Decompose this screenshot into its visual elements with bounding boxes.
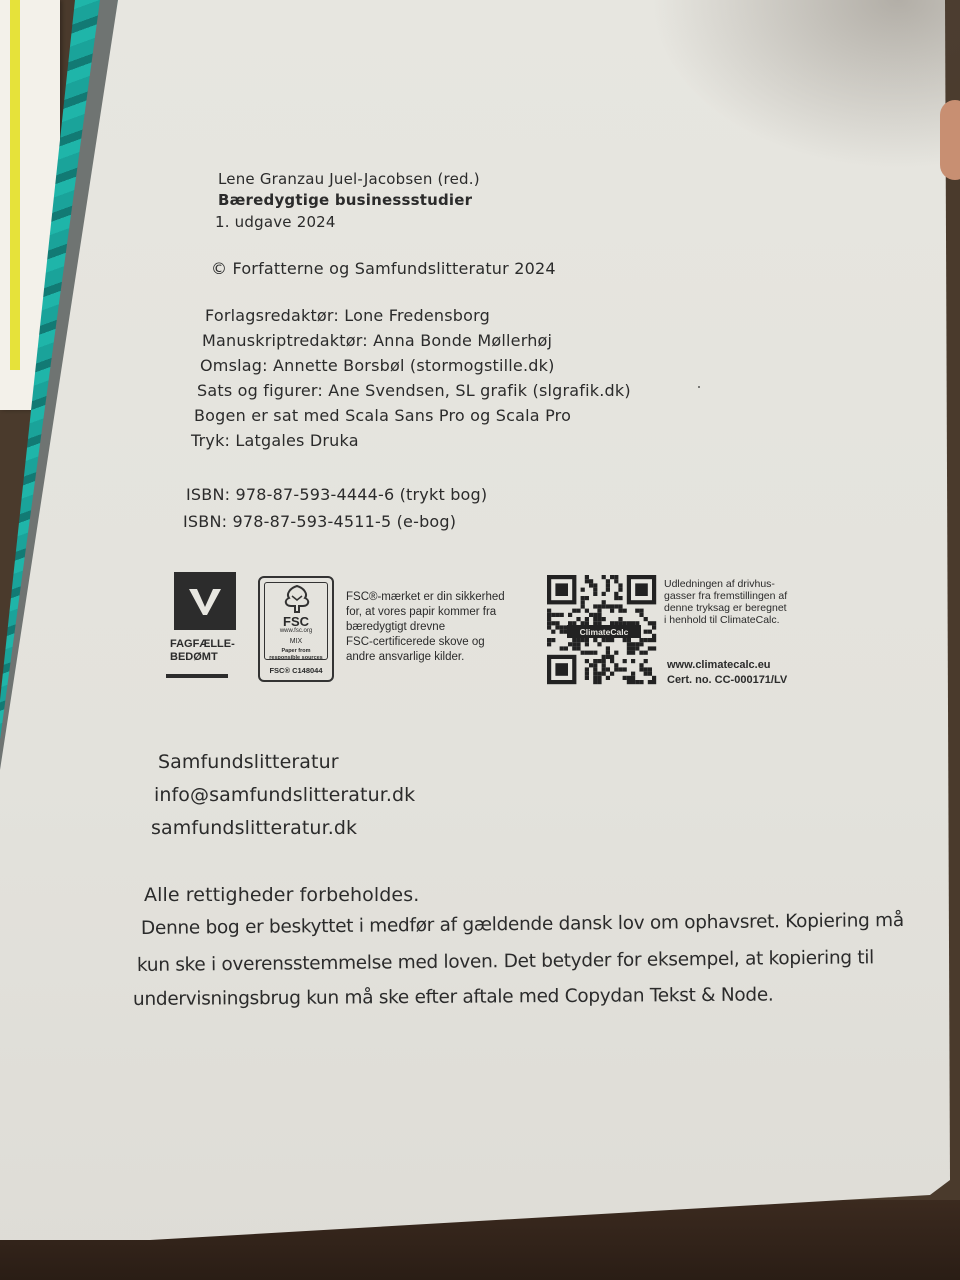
rights-text-line: undervisningsbrug kun må ske efter aftale med Copydan Tekst & Node. <box>132 984 774 1010</box>
climatecalc-cert: Cert. no. CC-000171/LV <box>667 674 788 686</box>
fsc-site: www.fsc.org <box>279 628 313 634</box>
publisher-website[interactable]: samfundslitteratur.dk <box>151 817 358 839</box>
hand-shadow <box>650 0 960 170</box>
fsc-paper: Paper from <box>281 648 311 654</box>
credit-line: Omslag: Annette Borsbøl (stormogstille.dk) <box>200 356 555 375</box>
book-edition: 1. udgave 2024 <box>215 213 336 231</box>
climatecalc-qr-code[interactable] <box>547 575 661 685</box>
fsc-description: FSC®-mærket er din sikkerhed for, at vores papir kommer fra bæredygtigt drevne FSC-certificerede skove og andre ansvarlige kilder. <box>346 591 505 663</box>
rights-text-line: Denne bog er beskyttet i medfør af gældende dansk lov om ophavsret. Kopiering må <box>140 910 904 939</box>
credit-line: Bogen er sat med Scala Sans Pro og Scala Pro <box>194 406 572 425</box>
credit-line: Tryk: Latgales Druka <box>191 431 359 450</box>
fsc-sources: responsible sources <box>269 655 323 661</box>
isbn-print: ISBN: 978-87-593-4444-6 (trykt bog) <box>186 485 488 504</box>
credit-line: Manuskriptredaktør: Anna Bonde Møllerhøj <box>202 331 553 350</box>
climatecalc-info <box>667 658 787 688</box>
credit-line: Forlagsredaktør: Lone Fredensborg <box>205 306 490 325</box>
finger <box>940 100 960 180</box>
book-title: Bæredygtige businessstudier <box>218 191 473 209</box>
rights-text-line: kun ske i overensstemmelse med loven. Det betyder for eksempel, at kopiering til <box>136 947 875 976</box>
fsc-mix: MIX <box>289 638 303 645</box>
climatecalc-url[interactable]: www.climatecalc.eu <box>667 659 771 671</box>
publisher-email[interactable]: info@samfundslitteratur.dk <box>154 784 416 806</box>
book-author: Lene Granzau Juel-Jacobsen (red.) <box>218 170 480 188</box>
tree-icon <box>280 584 314 618</box>
climatecalc-badge: ClimateCalc <box>579 627 629 637</box>
stacked-book-edge <box>10 0 20 370</box>
credit-line: Sats og figurer: Ane Svendsen, SL grafik (slgrafik.dk) <box>197 381 631 400</box>
fsc-logo <box>258 576 334 682</box>
checkmark-icon <box>174 572 236 630</box>
copyright-line: © Forfatterne og Samfundslitteratur 2024 <box>211 259 556 278</box>
rights-heading: Alle rettigheder forbeholdes. <box>144 884 420 906</box>
isbn-ebook: ISBN: 978-87-593-4511-5 (e-bog) <box>183 512 457 531</box>
peer-review-logo <box>166 572 236 680</box>
publisher-name: Samfundslitteratur <box>158 751 339 773</box>
fsc-name: FSC <box>283 614 309 629</box>
climatecalc-description: Udledningen af drivhus- gasser fra fremstillingen af denne tryksag er beregnet i henhold til ClimateCalc. <box>664 578 788 626</box>
peer-review-label: FAGFÆLLE- BEDØMT <box>170 638 235 663</box>
fsc-code: FSC® C148044 <box>269 666 323 675</box>
peer-review-underline <box>166 674 228 678</box>
page-speck <box>698 386 700 388</box>
